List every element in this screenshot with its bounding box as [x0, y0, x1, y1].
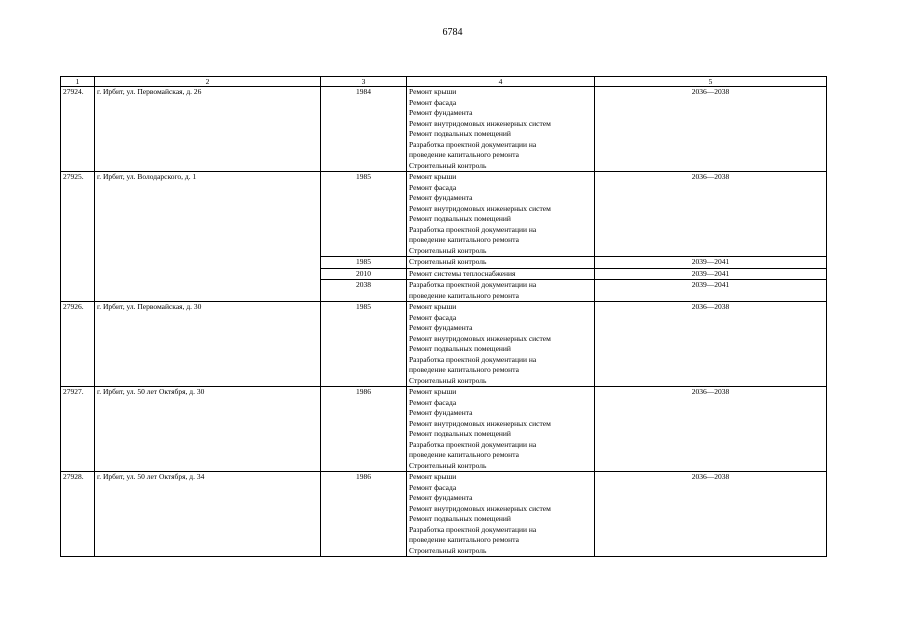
year-cell: 1984	[321, 87, 407, 172]
work-item: Строительный контроль	[409, 257, 487, 266]
work-item: Ремонт подвальных помещений	[409, 129, 511, 138]
year-cell: 2010	[321, 268, 407, 280]
address-cell: г. Ирбит, ул. Володарского, д. 1	[95, 172, 321, 302]
header-row	[61, 77, 827, 87]
work-item: Разработка проектной документации на	[409, 139, 537, 149]
table-row	[61, 387, 827, 472]
work-item: проведение капитального ремонта	[409, 290, 519, 300]
work-item: Ремонт крыши	[409, 302, 457, 311]
year-cell: 1985	[321, 172, 407, 257]
row-number: 27928.	[61, 472, 95, 557]
works-cell	[407, 302, 595, 387]
work-item: Строительный контроль	[409, 160, 487, 170]
work-item: Ремонт подвальных помещений	[409, 429, 511, 438]
address-cell: г. Ирбит, ул. 50 лет Октября, д. 34	[95, 472, 321, 557]
work-item: Ремонт крыши	[409, 172, 457, 181]
work-item: Ремонт фундамента	[409, 493, 473, 502]
repair-schedule-table	[60, 76, 827, 557]
table-row	[61, 302, 827, 387]
work-item: Ремонт внутридомовых инженерных систем	[409, 333, 551, 343]
work-item: Ремонт системы теплоснабжения	[409, 268, 516, 278]
works-cell	[407, 172, 595, 257]
work-item: проведение капитального ремонта	[409, 150, 519, 159]
work-item: Ремонт внутридомовых инженерных систем	[409, 418, 551, 428]
work-item: Разработка проектной документации на	[409, 280, 537, 289]
period-cell: 2036—2038	[595, 472, 827, 557]
work-item: Ремонт внутридомовых инженерных систем	[409, 203, 551, 213]
work-item: Ремонт крыши	[409, 387, 457, 396]
period-cell: 2036—2038	[595, 87, 827, 172]
row-number: 27925.	[61, 172, 95, 302]
works-cell	[407, 280, 595, 302]
work-item: проведение капитального ремонта	[409, 365, 519, 374]
work-item: Ремонт фундамента	[409, 193, 473, 202]
header-cell-1: 1	[61, 77, 95, 87]
table-row	[61, 172, 827, 257]
work-item: Ремонт фундамента	[409, 108, 473, 117]
page-number: 6784	[442, 27, 463, 38]
work-item: Разработка проектной документации на	[409, 354, 537, 364]
period-cell: 2036—2038	[595, 302, 827, 387]
work-item: Ремонт фундамента	[409, 408, 473, 417]
work-item: Разработка проектной документации на	[409, 524, 537, 534]
period-cell: 2039—2041	[595, 257, 827, 269]
row-number: 27926.	[61, 302, 95, 387]
work-item: Ремонт крыши	[409, 472, 457, 481]
work-item: Разработка проектной документации на	[409, 439, 537, 449]
work-item: Ремонт внутридомовых инженерных систем	[409, 503, 551, 513]
row-number: 27924.	[61, 87, 95, 172]
header-cell-3: 3	[321, 77, 407, 87]
period-cell: 2039—2041	[595, 268, 827, 280]
works-cell	[407, 268, 595, 280]
work-item: Строительный контроль	[409, 375, 487, 385]
address-cell: г. Ирбит, ул. Первомайская, д. 26	[95, 87, 321, 172]
work-item: Ремонт крыши	[409, 87, 457, 96]
work-item: проведение капитального ремонта	[409, 535, 519, 544]
work-item: Ремонт фасада	[409, 397, 457, 407]
work-item: проведение капитального ремонта	[409, 450, 519, 459]
period-cell: 2036—2038	[595, 387, 827, 472]
work-item: Ремонт подвальных помещений	[409, 344, 511, 353]
works-cell	[407, 87, 595, 172]
work-item: Ремонт подвальных помещений	[409, 514, 511, 523]
works-cell	[407, 257, 595, 269]
work-item: проведение капитального ремонта	[409, 235, 519, 244]
year-cell: 1985	[321, 302, 407, 387]
work-item: Строительный контроль	[409, 245, 487, 255]
address-cell: г. Ирбит, ул. 50 лет Октября, д. 30	[95, 387, 321, 472]
table-row	[61, 87, 827, 172]
table-row	[61, 472, 827, 557]
header-cell-4: 4	[407, 77, 595, 87]
work-item: Разработка проектной документации на	[409, 224, 537, 234]
year-cell: 1985	[321, 257, 407, 269]
header-cell-2: 2	[95, 77, 321, 87]
work-item: Строительный контроль	[409, 545, 487, 555]
year-cell: 1986	[321, 472, 407, 557]
row-number: 27927.	[61, 387, 95, 472]
work-item: Ремонт фасада	[409, 182, 457, 192]
header-cell-5: 5	[595, 77, 827, 87]
works-cell	[407, 387, 595, 472]
work-item: Ремонт фасада	[409, 482, 457, 492]
address-cell: г. Ирбит, ул. Первомайская, д. 30	[95, 302, 321, 387]
work-item: Ремонт фасада	[409, 97, 457, 107]
work-item: Ремонт внутридомовых инженерных систем	[409, 118, 551, 128]
table-body	[61, 87, 827, 557]
year-cell: 2038	[321, 280, 407, 302]
work-item: Ремонт подвальных помещений	[409, 214, 511, 223]
works-cell	[407, 472, 595, 557]
year-cell: 1986	[321, 387, 407, 472]
period-cell: 2036—2038	[595, 172, 827, 257]
work-item: Строительный контроль	[409, 460, 487, 470]
work-item: Ремонт фундамента	[409, 323, 473, 332]
period-cell: 2039—2041	[595, 280, 827, 302]
work-item: Ремонт фасада	[409, 312, 457, 322]
